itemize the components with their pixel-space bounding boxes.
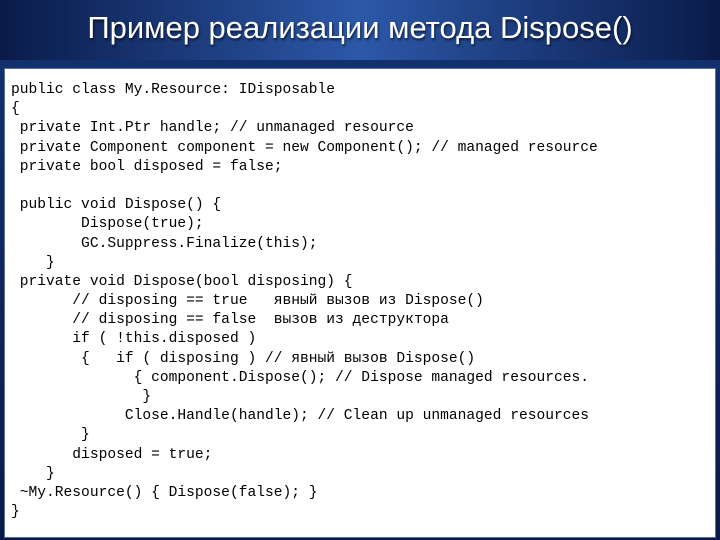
code-panel [4, 68, 716, 538]
code-line: } [11, 504, 20, 521]
code-line: GC.Suppress.Finalize(this); [11, 235, 318, 252]
code-line: } [11, 465, 55, 482]
code-line: // disposing == false вызов из деструктора [11, 312, 449, 329]
code-line: } [11, 254, 55, 271]
code-line: { component.Dispose(); // Dispose managed resources. [11, 369, 590, 386]
code-line: private bool disposed = false; [11, 158, 283, 175]
code-line: private Component component = new Component(); // managed resource [11, 139, 598, 156]
slide-title: Пример реализации метода Dispose() [87, 10, 633, 45]
code-line: public class My.Resource: IDisposable [11, 82, 336, 98]
code-line [11, 177, 598, 196]
code-line: { [11, 101, 20, 118]
code-line: { if ( disposing ) // явный вызов Dispose() [11, 350, 476, 367]
code-line: public void Dispose() { [11, 197, 222, 214]
code-line: } [11, 427, 90, 444]
code-block [11, 81, 598, 522]
code-line: private Int.Ptr handle; // unmanaged resource [11, 120, 414, 137]
code-line: Close.Handle(handle); // Clean up unmanaged resources [11, 408, 590, 425]
code-line: if ( !this.disposed ) [11, 331, 257, 348]
code-line: private void Dispose(bool disposing) { [11, 273, 353, 290]
code-line: } [11, 389, 152, 405]
code-line: Dispose(true); [11, 216, 204, 233]
code-line: // disposing == true явный вызов из Dispose() [11, 293, 484, 310]
code-line: disposed = true; [11, 446, 213, 463]
code-line: ~My.Resource() { Dispose(false); } [11, 484, 318, 501]
